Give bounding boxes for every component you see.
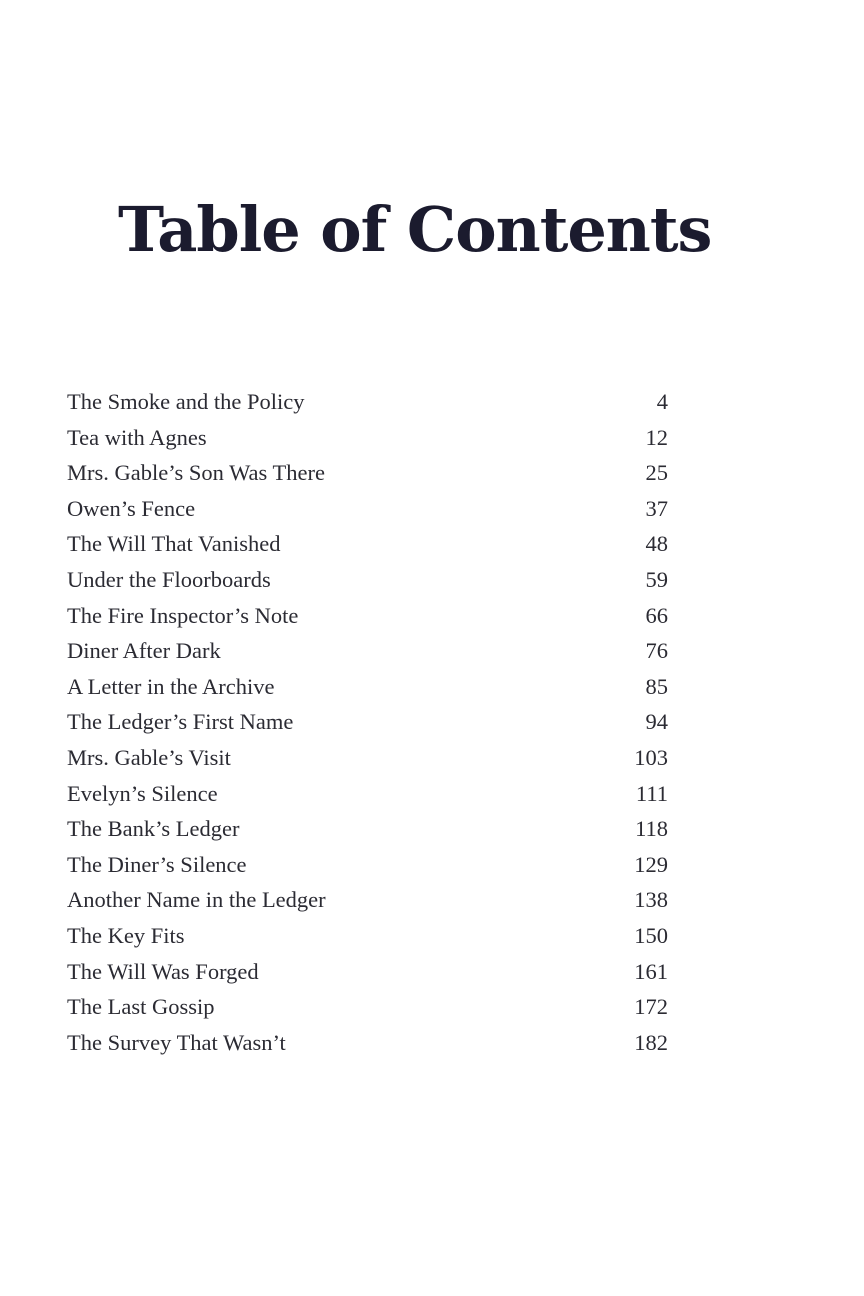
toc-entry-page: 111	[635, 780, 668, 806]
toc-entry-page: 129	[634, 851, 668, 877]
toc-entry[interactable]	[67, 776, 668, 812]
toc-entry[interactable]	[67, 704, 668, 740]
toc-entry[interactable]	[67, 598, 668, 634]
toc-entry-title: The Bank’s Ledger	[67, 816, 240, 842]
toc-entry[interactable]	[67, 491, 668, 527]
toc-entry-title: Another Name in the Ledger	[67, 887, 326, 913]
toc-entry-title: Owen’s Fence	[67, 495, 196, 521]
toc-entry-title: Tea with Agnes	[67, 424, 207, 450]
toc-entry-page: 103	[634, 744, 668, 770]
toc-entry-title: The Diner’s Silence	[67, 851, 247, 877]
page-title: Table of Contents	[118, 193, 712, 266]
toc-entry[interactable]	[67, 847, 668, 883]
toc-entry[interactable]	[67, 384, 668, 420]
toc-entry[interactable]	[67, 811, 668, 847]
toc-entry-title: The Survey That Wasn’t	[67, 1029, 286, 1055]
toc-entry-title: Mrs. Gable’s Visit	[67, 744, 231, 770]
toc-entry[interactable]	[67, 954, 668, 990]
toc-entry[interactable]	[67, 455, 668, 491]
toc-entry[interactable]	[67, 918, 668, 954]
toc-entry-title: Mrs. Gable’s Son Was There	[67, 460, 325, 486]
toc-entry[interactable]	[67, 526, 668, 562]
toc-entry[interactable]	[67, 740, 668, 776]
toc-list	[67, 384, 668, 1060]
toc-entry-page: 76	[645, 638, 668, 664]
toc-entry-page: 66	[645, 602, 668, 628]
toc-entry-title: The Will Was Forged	[67, 958, 259, 984]
toc-entry-page: 182	[634, 1029, 668, 1055]
toc-entry-page: 172	[634, 994, 668, 1020]
toc-entry-page: 59	[645, 566, 668, 592]
toc-entry[interactable]	[67, 669, 668, 705]
toc-entry[interactable]	[67, 1025, 668, 1061]
toc-entry-page: 150	[634, 922, 668, 948]
toc-entry-page: 118	[635, 816, 668, 842]
toc-entry-title: Evelyn’s Silence	[67, 780, 218, 806]
toc-entry[interactable]	[67, 420, 668, 456]
toc-entry-page: 94	[645, 709, 668, 735]
toc-entry-title: Diner After Dark	[67, 638, 221, 664]
toc-entry-page: 161	[634, 958, 668, 984]
toc-entry-title: A Letter in the Archive	[67, 673, 275, 699]
toc-entry-page: 4	[656, 389, 668, 414]
toc-entry-title: Under the Floorboards	[67, 566, 271, 592]
toc-entry[interactable]	[67, 882, 668, 918]
toc-entry-title: The Ledger’s First Name	[67, 709, 294, 735]
toc-entry-page: 37	[645, 495, 668, 521]
toc-entry-page: 25	[645, 460, 668, 486]
toc-entry-page: 85	[645, 673, 668, 699]
toc-entry-title: The Last Gossip	[67, 994, 215, 1020]
toc-entry-title: The Key Fits	[67, 922, 185, 948]
toc-entry[interactable]	[67, 989, 668, 1025]
toc-entry-title: The Smoke and the Policy	[67, 389, 305, 414]
toc-entry-title: The Will That Vanished	[67, 531, 281, 557]
toc-entry-page: 48	[645, 531, 668, 557]
toc-entry[interactable]	[67, 562, 668, 598]
toc-entry[interactable]	[67, 633, 668, 669]
toc-entry-page: 138	[634, 887, 668, 913]
toc-entry-title: The Fire Inspector’s Note	[67, 602, 299, 628]
toc-entry-page: 12	[645, 424, 668, 450]
